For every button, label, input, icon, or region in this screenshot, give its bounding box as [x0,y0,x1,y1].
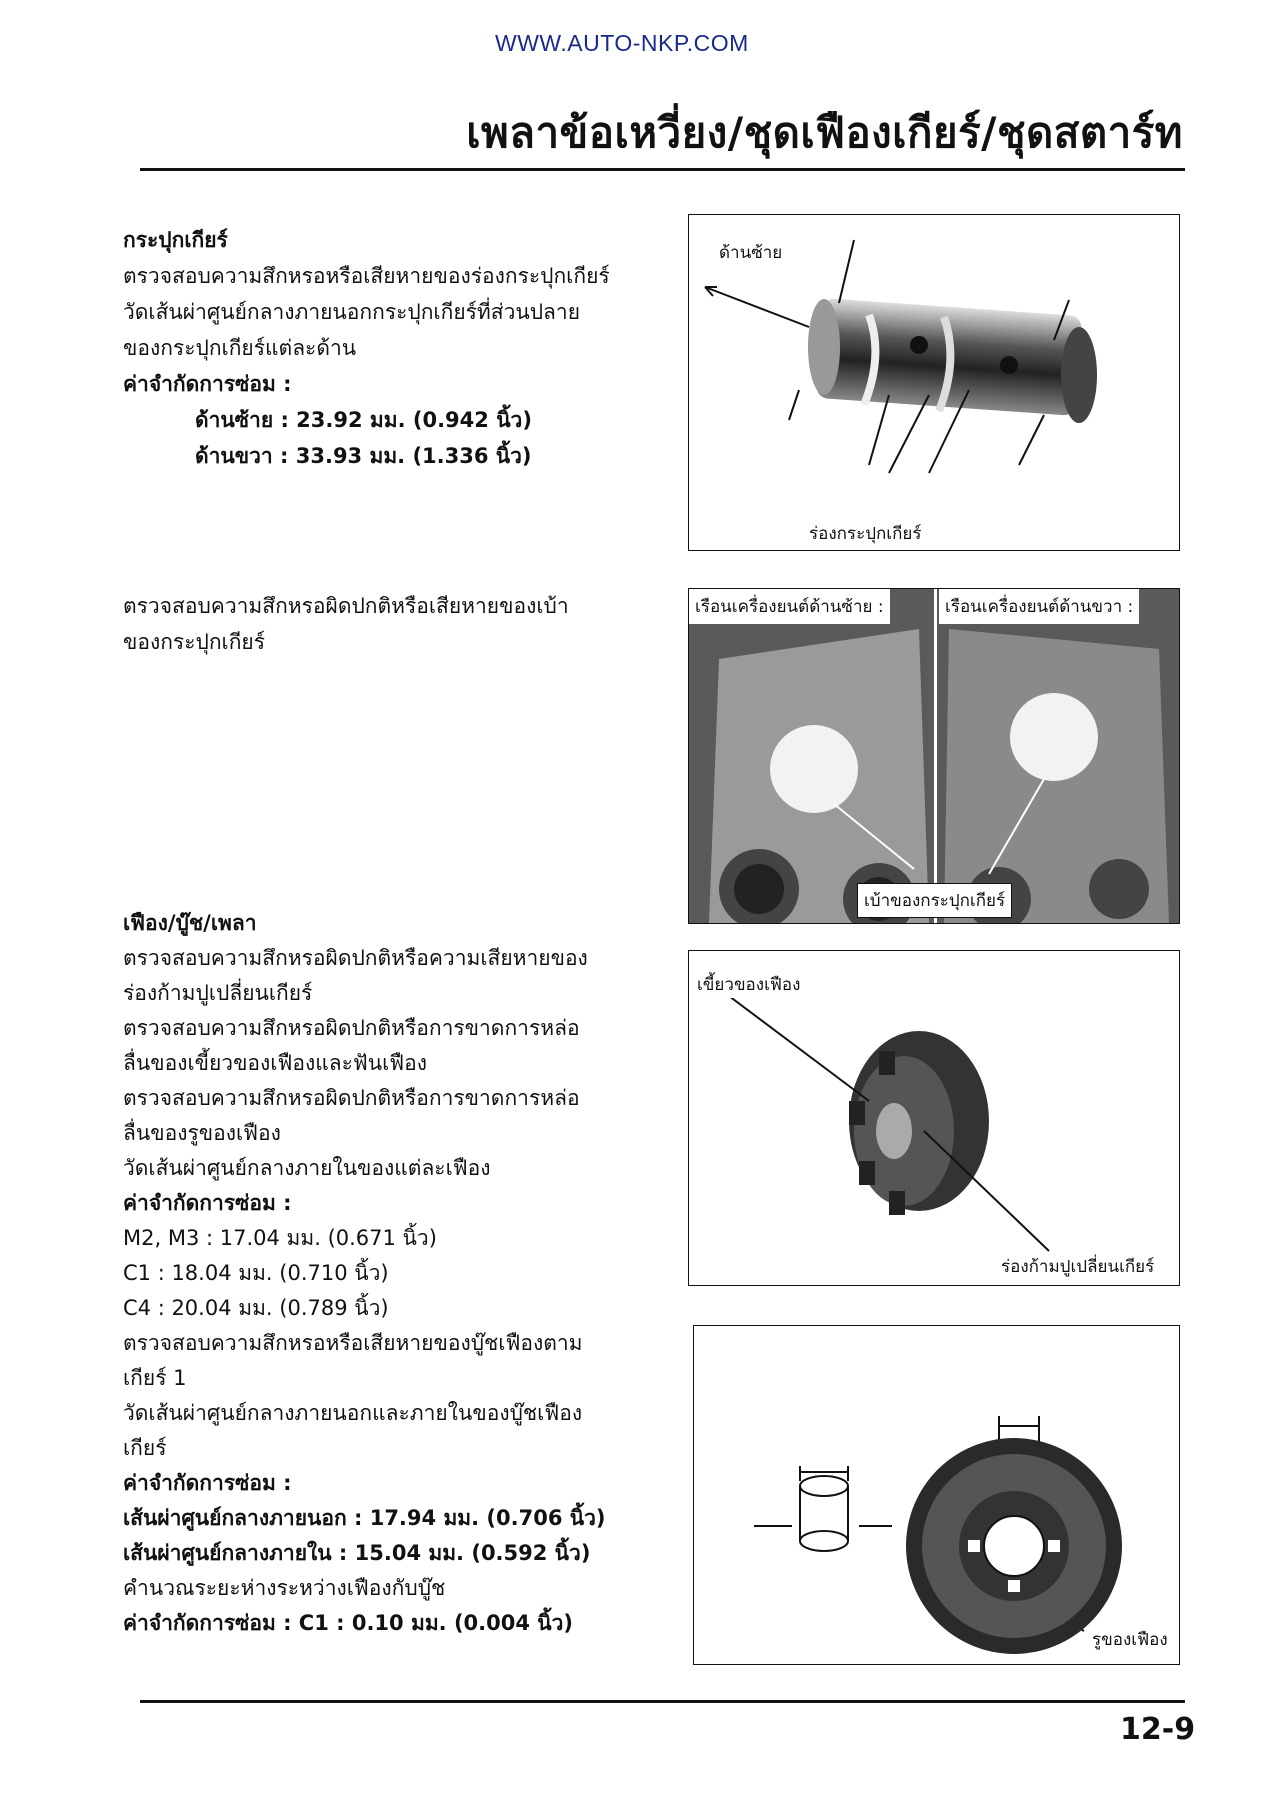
figure-label: ร่องกระปุกเกียร์ [809,520,921,547]
body-line: คำนวณระยะห่างระหว่างเฟืองกับบู๊ช [123,1576,446,1600]
limit-label: ค่าจำกัดการซ่อม : [123,1471,292,1495]
body-line: วัดเส้นผ่าศูนย์กลางภายนอกและภายในของบู๊ชเฟือง [123,1401,583,1425]
figure-gear-bushing [693,1325,1180,1665]
footer-divider [140,1700,1185,1703]
body-line: วัดเส้นผ่าศูนย์กลางภายในของแต่ละเฟือง [123,1156,491,1180]
limit-value: C4 : 20.04 มม. (0.789 นิ้ว) [123,1296,389,1320]
figure-label: ด้านซ้าย [719,239,782,266]
body-line: ลื่นของเขี้ยวของเฟืองและฟันเฟือง [123,1051,428,1075]
body-line: วัดเส้นผ่าศูนย์กลางภายนอกกระปุกเกียร์ที่ส่วนปลาย [123,300,581,324]
body-line: เกียร์ 1 [123,1366,187,1390]
body-line: ตรวจสอบความสึกหรอหรือเสียหายของร่องกระปุกเกียร์ [123,264,610,288]
figure-label: เขี้ยวของเฟือง [697,971,800,998]
figure-label: เบ้าของกระปุกเกียร์ [857,883,1012,918]
body-line: ร่องก้ามปูเปลี่ยนเกียร์ [123,981,313,1005]
body-line: ตรวจสอบความสึกหรอหรือเสียหายของบู๊ชเฟืองตาม [123,1331,583,1355]
figure-crankcase-journals [688,588,1180,924]
figure-gearshift-drum [688,214,1180,551]
body-line: ตรวจสอบความสึกหรอผิดปกติหรือการขาดการหล่อ [123,1016,580,1040]
figure-label: ร่องก้ามปูเปลี่ยนเกียร์ [1001,1253,1154,1280]
figure-label: รูของเฟือง [1092,1626,1168,1653]
body-line: เกียร์ [123,1436,167,1460]
limit-right: ด้านขวา : 33.93 มม. (1.336 นิ้ว) [195,444,532,468]
body-line: ลื่นของรูของเฟือง [123,1121,281,1145]
limit-value: C1 : 18.04 มม. (0.710 นิ้ว) [123,1261,389,1285]
section-gearshift-drum [123,222,643,474]
section-gears-bushings [123,906,643,1641]
title-divider [140,168,1185,171]
section-drum-journal [123,588,643,660]
figure-label: เรือนเครื่องยนต์ด้านขวา : [939,589,1139,624]
body-line: ตรวจสอบความสึกหรอผิดปกติหรือการขาดการหล่อ [123,1086,580,1110]
limit-value: ค่าจำกัดการซ่อม : C1 : 0.10 มม. (0.004 นิ้ว) [123,1611,574,1635]
gear-bushing-illustration [694,1326,1179,1664]
page-number: 12-9 [1120,1712,1196,1747]
site-url: WWW.AUTO-NKP.COM [495,30,749,56]
gear-dog-illustration [689,951,1179,1285]
section-heading: เฟือง/บู๊ช/เพลา [123,911,257,935]
body-line: ของกระปุกเกียร์แต่ละด้าน [123,336,357,360]
body-line: ตรวจสอบความสึกหรอผิดปกติหรือความเสียหายของ [123,946,588,970]
limit-value: เส้นผ่าศูนย์กลางภายใน : 15.04 มม. (0.592 นิ้ว) [123,1541,591,1565]
limit-label: ค่าจำกัดการซ่อม : [123,372,292,396]
body-line: ตรวจสอบความสึกหรอผิดปกติหรือเสียหายของเบ้า [123,594,569,618]
limit-value: M2, M3 : 17.04 มม. (0.671 นิ้ว) [123,1226,437,1250]
page-title: เพลาข้อเหวี่ยง/ชุดเฟืองเกียร์/ชุดสตาร์ท [466,108,1183,157]
section-heading: กระปุกเกียร์ [123,228,228,252]
limit-left: ด้านซ้าย : 23.92 มม. (0.942 นิ้ว) [195,408,532,432]
limit-label: ค่าจำกัดการซ่อม : [123,1191,292,1215]
figure-gear-dogs [688,950,1180,1286]
body-line: ของกระปุกเกียร์ [123,630,266,654]
limit-value: เส้นผ่าศูนย์กลางภายนอก : 17.94 มม. (0.706 นิ้ว) [123,1506,606,1530]
figure-label: เรือนเครื่องยนต์ด้านซ้าย : [689,589,890,624]
crankcase-photo [689,589,1179,923]
